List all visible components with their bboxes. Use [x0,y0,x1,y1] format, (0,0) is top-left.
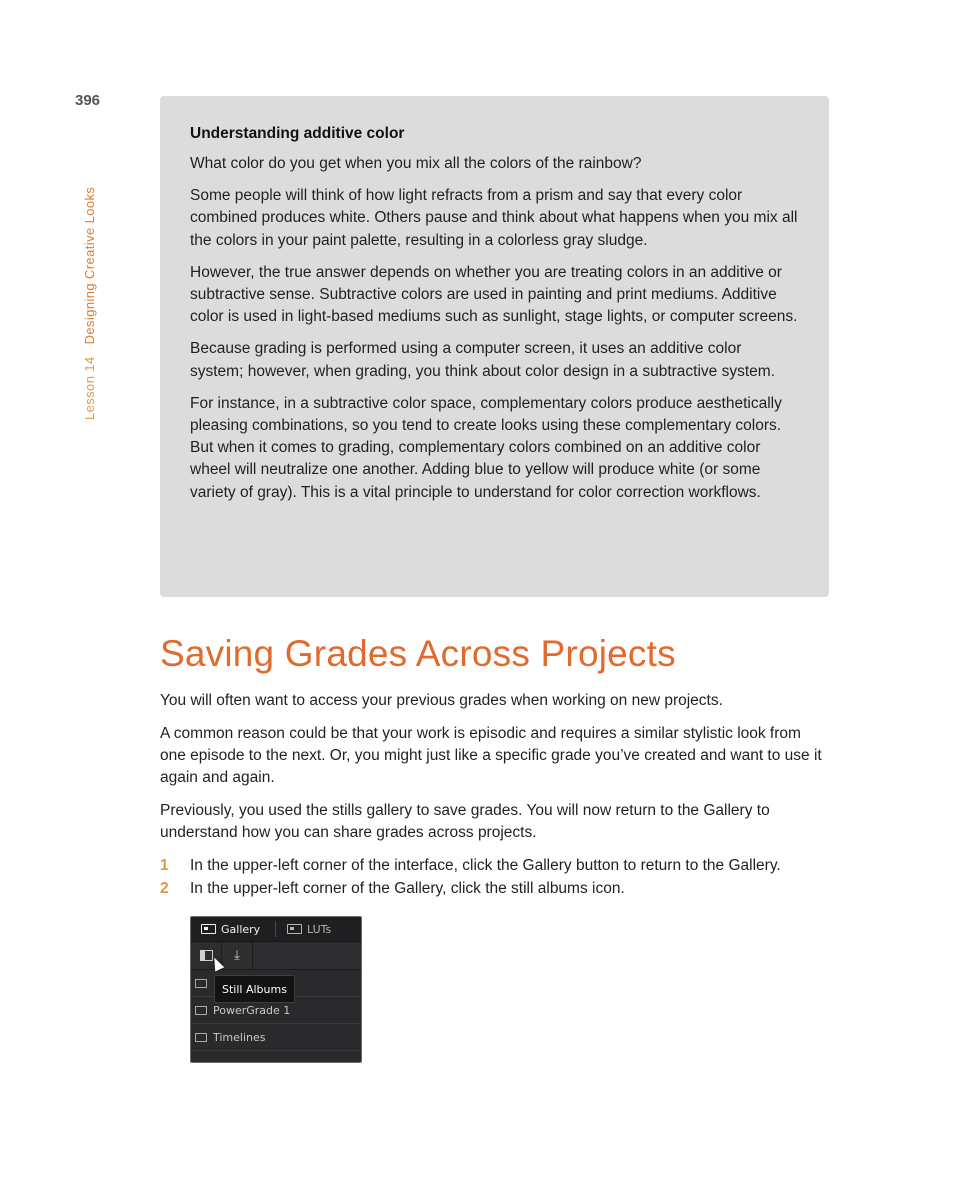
section-title: Saving Grades Across Projects [160,633,676,674]
tab-divider [275,921,276,937]
sidebar-paragraph: Because grading is performed using a computer screen, it uses an additive color system; however, when grading, you think about color design in a subtractive system. [190,340,775,380]
tab-luts-label: LUTs [307,922,332,936]
step-text: In the upper-left corner of the interface, click the Gallery button to return to the Gallery. [190,856,781,874]
page-number: 396 [75,92,101,109]
tab-gallery[interactable] [201,917,260,941]
step-item [160,878,830,900]
album-label: Timelines [213,1030,266,1044]
body-paragraph: A common reason could be that your work is episodic and requires a similar stylistic look from one episode to the next. Or, you might just like a specific grade you’ve created and want to use it again and again. [160,724,822,787]
timelines-icon [195,1033,207,1042]
tooltip: Still Albums [214,975,295,1003]
sidebar-box [160,96,829,597]
luts-icon [287,924,302,934]
steps-list [160,855,830,901]
tab-gallery-label: Gallery [221,922,261,936]
chapter-label: Designing Creative Looks [82,186,97,345]
step-text: In the upper-left corner of the Gallery, click the still albums icon. [190,880,625,898]
body-paragraph: Previously, you used the stills gallery to save grades. You will now return to the Gallery to understand how you can share grades across projects. [160,801,770,842]
step-number: 2 [160,880,169,898]
gallery-icon [201,924,216,934]
sidebar-paragraph: For instance, in a subtractive color space, complementary colors produce aesthetically pleasing combinations, so you tend to create looks using these complementary colors. But when it comes to grading, complementary colors combined on an additive color wheel will neutralize one another. Adding blue to yellow will produce white (or some variety of gray). This is a vital principle to understand for color correction workflows. [190,394,782,501]
tab-luts[interactable] [287,917,331,941]
grab-still-icon: ⤓ [234,948,240,963]
album-row-timelines[interactable] [191,1024,361,1051]
sidebar-paragraph: Some people will think of how light refracts from a prism and say that every color combined produces white. Others pause and think about what happens when you mix all the colors in your paint palette, resulting in a colorless gray sludge. [190,187,798,249]
powergrade-icon [195,1006,207,1015]
section-body [160,690,830,902]
body-paragraph: You will often want to access your previous grades when working on new projects. [160,692,723,709]
step-number: 1 [160,856,169,874]
album-icon [195,979,207,988]
gallery-tab-bar [191,917,361,942]
sidebar-paragraph: What color do you get when you mix all the colors of the rainbow? [190,155,642,172]
step-item [160,855,830,877]
sidebar-title: Understanding additive color [190,125,405,142]
album-label: PowerGrade 1 [213,1003,291,1017]
lesson-label: Lesson 14 [82,356,97,420]
gallery-screenshot [190,916,362,1063]
grab-still-button[interactable] [222,942,253,969]
sidebar-paragraph: However, the true answer depends on whether you are treating colors in an additive or subtractive sense. Subtractive colors are used in painting and print mediums. Additive color is used in light-based mediums such as sunlight, stage lights, or computer screens. [190,263,798,326]
running-header [82,187,97,420]
